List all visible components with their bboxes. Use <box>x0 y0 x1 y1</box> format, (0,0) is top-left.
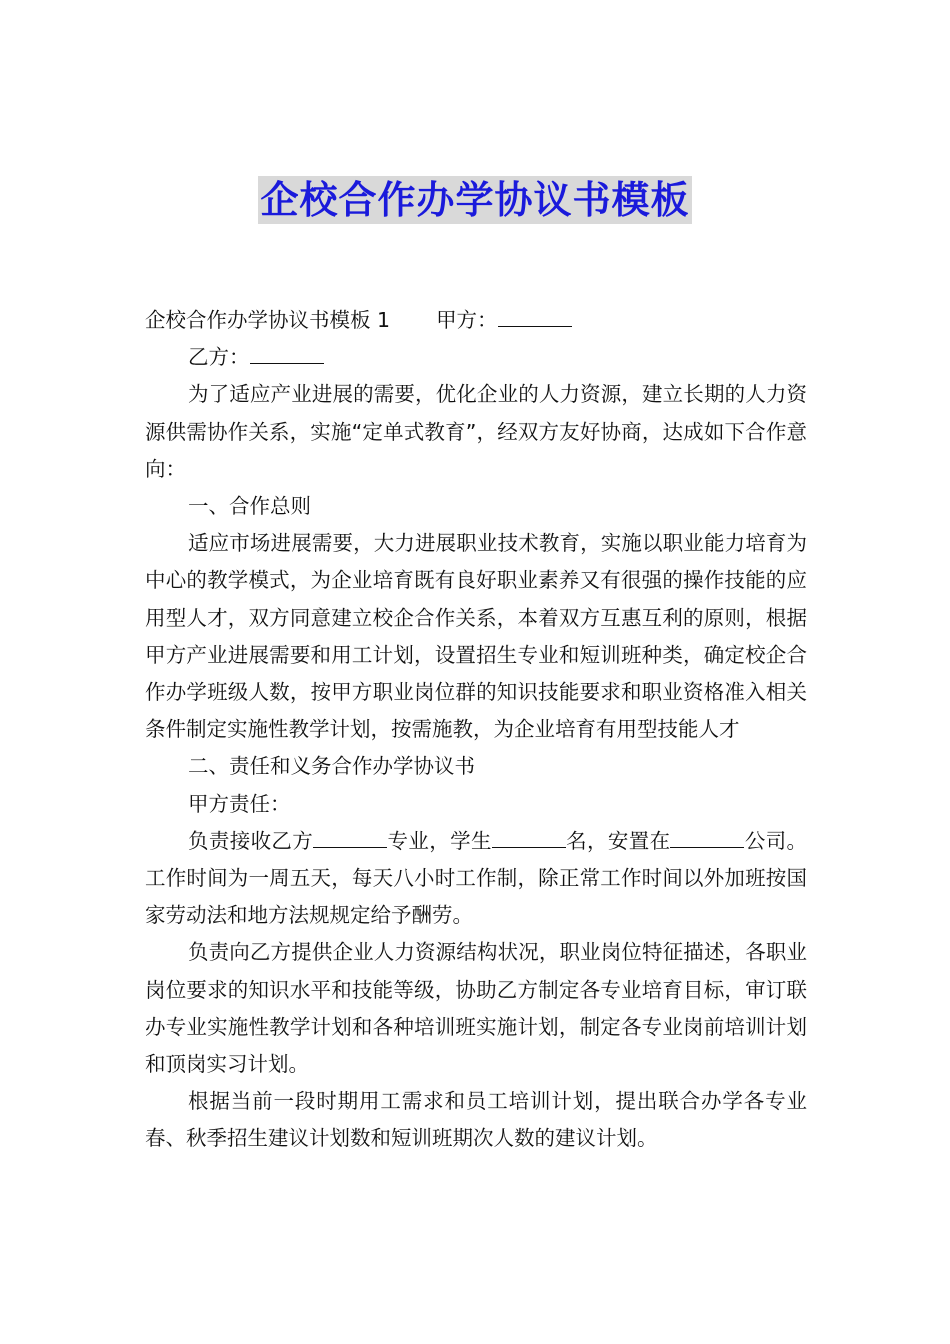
student-count-blank <box>492 846 566 848</box>
heading-line <box>145 302 807 339</box>
party-b-blank <box>250 362 324 364</box>
section-1-title: 一、合作总则 <box>188 494 311 519</box>
document-title-wrap <box>0 176 950 224</box>
company-blank <box>670 846 744 848</box>
duty-1-paragraph: 负责接收乙方 专业，学生 名，安置在 公司。工作时间为一周五天，每天八小时工作制，除正常工作时间以外加班按国家劳动法和地方法规规定给予酬劳。 <box>145 828 808 928</box>
duty-2-paragraph: 负责向乙方提供企业人力资源结构状况，职业岗位特征描述，各职业岗位要求的知识水平和技能等级，协助乙方制定各专业培育目标，审订联办专业实施性教学计划和各种培训班实施计划，制定各专业岗前培训计划和顶岗实习计划。 <box>145 940 807 1077</box>
party-a-blank <box>498 325 572 327</box>
party-a-label: 甲方： <box>436 308 498 332</box>
section-1-body: 适应市场进展需要，大力进展职业技术教育，实施以职业能力培育为中心的教学模式，为企业培育既有良好职业素养又有很强的操作技能的应用型人才，双方同意建立校企合作关系，本着双方互惠互利的原则，根据甲方产业进展需要和用工计划，设置招生专业和短训班种类，确定校企合作办学班级人数，按甲方职业岗位群的知识技能要求和职业资格准入相关条件制定实施性教学计划，按需施教，为企业培育有用型技能人才 <box>145 531 807 742</box>
intro-paragraph: 为了适应产业进展的需要，优化企业的人力资源，建立长期的人力资源供需协作关系，实施“定单式教育”，经双方友好协商，达成如下合作意向： <box>145 382 807 481</box>
party-a-duties-heading: 甲方责任： <box>188 791 291 816</box>
agreement-name: 企校合作办学协议书模板 1 <box>145 308 391 332</box>
major-blank <box>313 846 387 848</box>
section-2-title: 二、责任和义务合作办学协议书 <box>188 754 475 779</box>
duty-3-paragraph: 根据当前一段时期用工需求和员工培训计划，提出联合办学各专业春、秋季招生建议计划数和短训班期次人数的建议计划。 <box>145 1089 807 1151</box>
document-body <box>145 302 807 1158</box>
party-b-label: 乙方： <box>188 345 250 370</box>
party-b-line <box>145 339 807 376</box>
document-title: 企校合作办学协议书模板 <box>260 178 690 222</box>
